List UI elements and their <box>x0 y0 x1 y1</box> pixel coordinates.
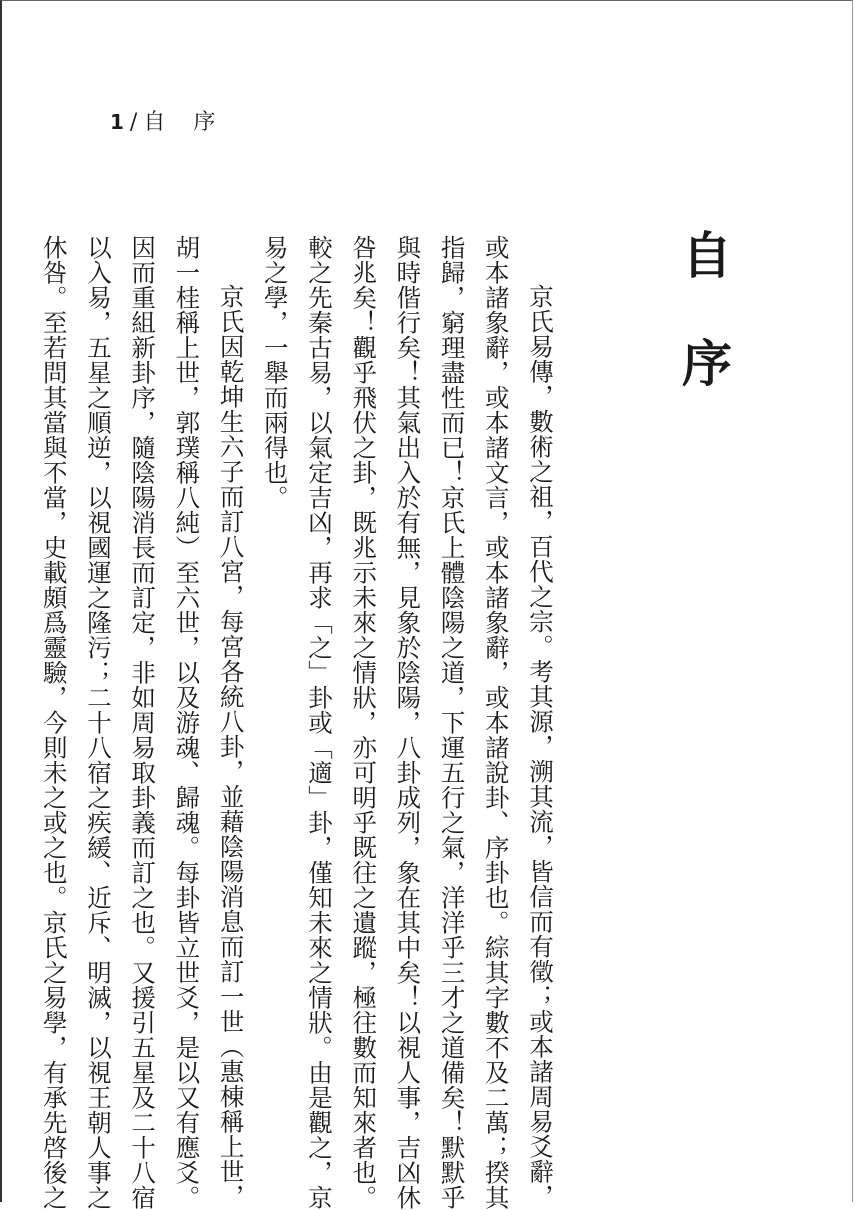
text-column-8: 京氏因乾坤生六子而訂八宮，每宮各統八卦，並藉陰陽消息而訂一世（惠棟稱上世， <box>216 284 246 1209</box>
running-header <box>110 105 217 136</box>
text-column-5: 咎兆矣！觀乎飛伏之卦，既兆示未來之情狀，亦可明乎既往之遺蹤，極往數而知來者也。 <box>349 235 379 1210</box>
text-column-6: 較之先秦古易，以氣定吉凶，再求「之」卦或「適」卦，僅知未來之情狀。由是觀之，京 <box>304 235 334 1210</box>
header-title-part1: 自 <box>143 110 168 135</box>
text-column-9: 胡一桂稱上世，郭璞稱八純）至六世，以及游魂、歸魂。每卦皆立世爻，是以又有應爻。 <box>172 235 202 1210</box>
text-column-3: 指歸，窮理盡性而已！京氏上體陰陽之道，下運五行之氣，洋洋乎三才之道備矣！默默乎 <box>437 235 467 1210</box>
chapter-title: 自序 <box>674 229 733 445</box>
text-column-4: 與時偕行矣！其氣出入於有無，見象於陰陽，八卦成列，象在其中矣！以視人事，吉凶休 <box>393 235 423 1210</box>
text-column-10: 因而重組新卦序，隨陰陽消長而訂定，非如周易取卦義而訂之也。又援引五星及二十八宿 <box>128 235 158 1210</box>
text-column-1: 京氏易傳，數術之祖，百代之宗。考其源，溯其流，皆信而有徵；或本諸周易爻辭， <box>526 284 555 1209</box>
header-separator: / <box>129 110 140 135</box>
header-title-part2: 序 <box>193 110 218 135</box>
body-text <box>32 235 562 1210</box>
text-column-12: 休咎。至若問其當與不當，史載頗爲靈驗，今則未之或之也。京氏之易學，有承先啓後之 <box>39 235 69 1210</box>
text-column-2: 或本諸象辭，或本諸文言，或本諸象辭，或本諸說卦、序卦也。綜其字數不及二萬；揆其 <box>481 235 511 1210</box>
page-number: 1 <box>110 110 126 134</box>
text-column-7: 易之學，一舉而兩得也。 <box>260 235 290 510</box>
text-column-11: 以入易，五星之順逆，以視國運之隆污；二十八宿之疾緩、近斥、明滅，以視王朝人事之 <box>83 235 113 1210</box>
